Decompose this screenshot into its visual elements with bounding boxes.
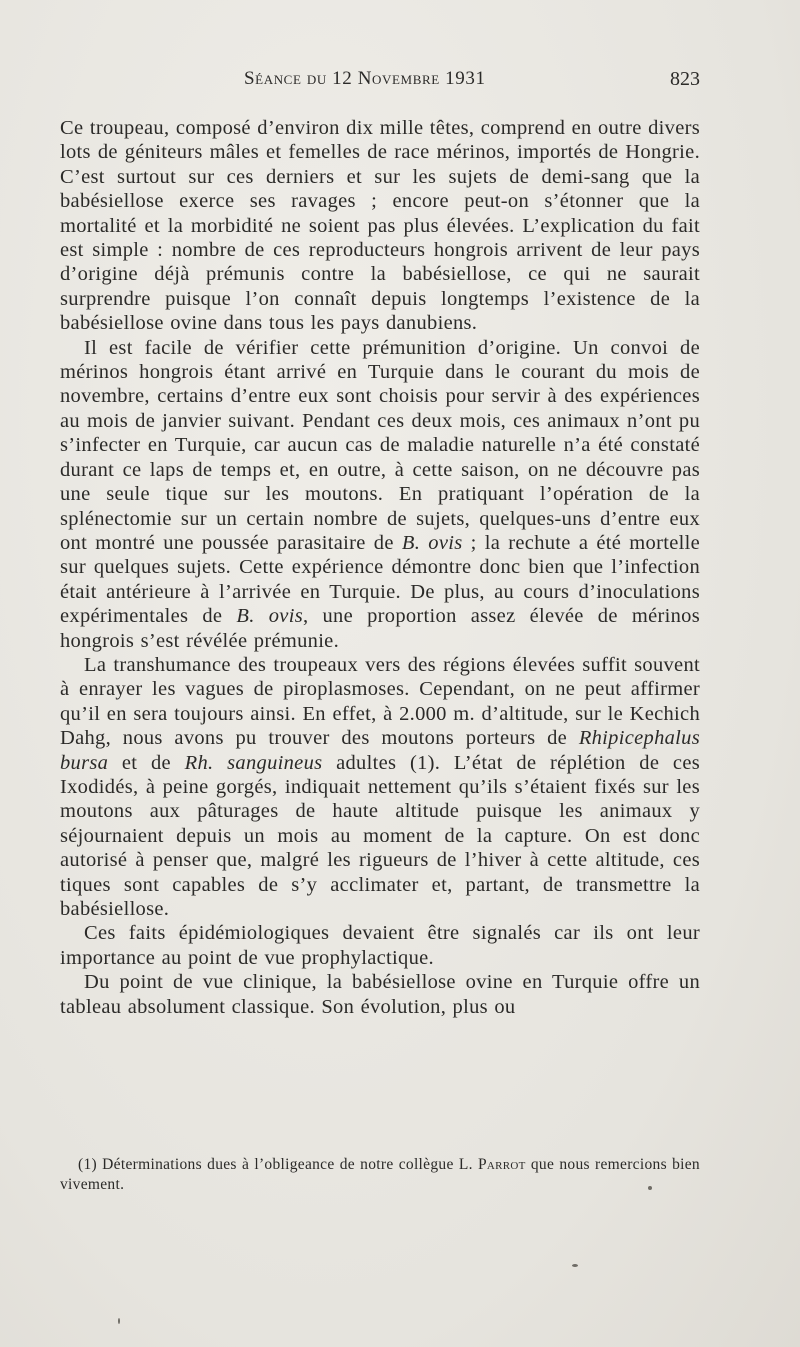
paragraph-2-text-c: , une proportion assez élevée de mérinos hongrois s’est révélée prémunie. — [60, 605, 700, 652]
species-name: B. ovis — [236, 605, 303, 628]
paper-speck — [118, 1318, 120, 1324]
species-name: B. ovis — [401, 531, 463, 554]
page-number: 823 — [670, 68, 700, 90]
paper-speck — [648, 1186, 652, 1190]
body-text — [60, 116, 700, 1019]
footnote-text-a: Déterminations dues à l’obligeance de notre collègue L. — [96, 1156, 478, 1173]
paper-speck — [572, 1264, 578, 1267]
species-name: Rhipicephalus bursa — [60, 727, 700, 774]
footnote-marker: (1) — [78, 1156, 97, 1173]
paragraph-2 — [60, 336, 700, 653]
paragraph-3-text-a: La transhumance des troupeaux vers des régions élevées suffit souvent à enrayer les vagues de piroplasmoses. Cependant, on ne peut affirmer qu’il en sera toujours ainsi. En effet, à 2.000 m. d’altitude, sur le Kechich Dahg, nous avons pu trouver des moutons porteurs de — [60, 653, 700, 750]
paragraph-3-text-b: et de — [108, 751, 171, 774]
page-header — [0, 68, 800, 98]
paragraph-3-text-c: adultes (1). L’état de réplétion de ces Ixodidés, à peine gorgés, indiquait nettement qu’ils s’étaient fixés sur les moutons aux pâturages de haute altitude puisque les animaux y séjournaient depuis un mois au moment de la capture. On est donc autorisé à penser que, malgré les rigueurs de l’hiver à cette altitude, ces tiques sont capables de s’y acclimater et, partant, de transmettre la babésiellose. — [60, 751, 701, 920]
species-name: Rh. sanguineus — [184, 751, 323, 774]
paragraph-2-text-a: Il est facile de vérifier cette prémunition d’origine. Un convoi de mérinos hongrois étant arrivé en Turquie dans le courant du mois de novembre, certains d’entre eux sont choisis pour servir à des expériences au mois de janvier suivant. Pendant ces deux mois, ces animaux n’ont pu s’infecter en Turquie, car aucun cas de maladie naturelle n’a été constaté durant ce laps de temps et, en outre, à cette saison, on ne découvre pas une seule tique sur les moutons. En pratiquant l’opération de la splénectomie sur un certain nombre de sujets, quelques-uns d’entre eux ont montré une poussée parasitaire de — [60, 336, 700, 554]
paragraph-1: Ce troupeau, composé d’environ dix mille têtes, comprend en outre divers lots de géniteurs mâles et femelles de race mérinos, importés de Hongrie. C’est surtout sur ces derniers et sur les sujets de demi-sang que la babésiellose exerce ses ravages ; encore peut-on s’étonner que la mortalité et la morbidité ne soient pas plus élevées. L’explication du fait est simple : nombre de ces reproducteurs hongrois arrivent de leur pays d’origine déjà prémunis contre la babésiellose, ce qui ne saurait surprendre puisque l’on connaît depuis longtemps l’existence de la babésiellose ovine dans tous les pays danubiens. — [60, 117, 700, 335]
paragraph-4: Ces faits épidémiologiques devaient être signalés car ils ont leur importance au point de vue prophylactique. — [60, 922, 700, 969]
paragraph-3 — [60, 653, 700, 921]
footnote-author-name: Parrot — [477, 1156, 526, 1173]
footnote-text-b: que nous remercions bien vivement. — [60, 1156, 700, 1193]
paragraph-5: Du point de vue clinique, la babésiellose ovine en Turquie offre un tableau absolument classique. Son évolution, plus ou — [60, 971, 700, 1018]
running-title: Séance du 12 Novembre 1931 — [244, 68, 486, 89]
footnote — [60, 1155, 700, 1195]
paragraph-2-text-b: ; la rechute a été mortelle sur quelques sujets. Cette expérience démontre donc bien que l’infection était antérieure à l’arrivée en Turquie. De plus, au cours d’inoculations expérimentales de — [60, 531, 700, 628]
